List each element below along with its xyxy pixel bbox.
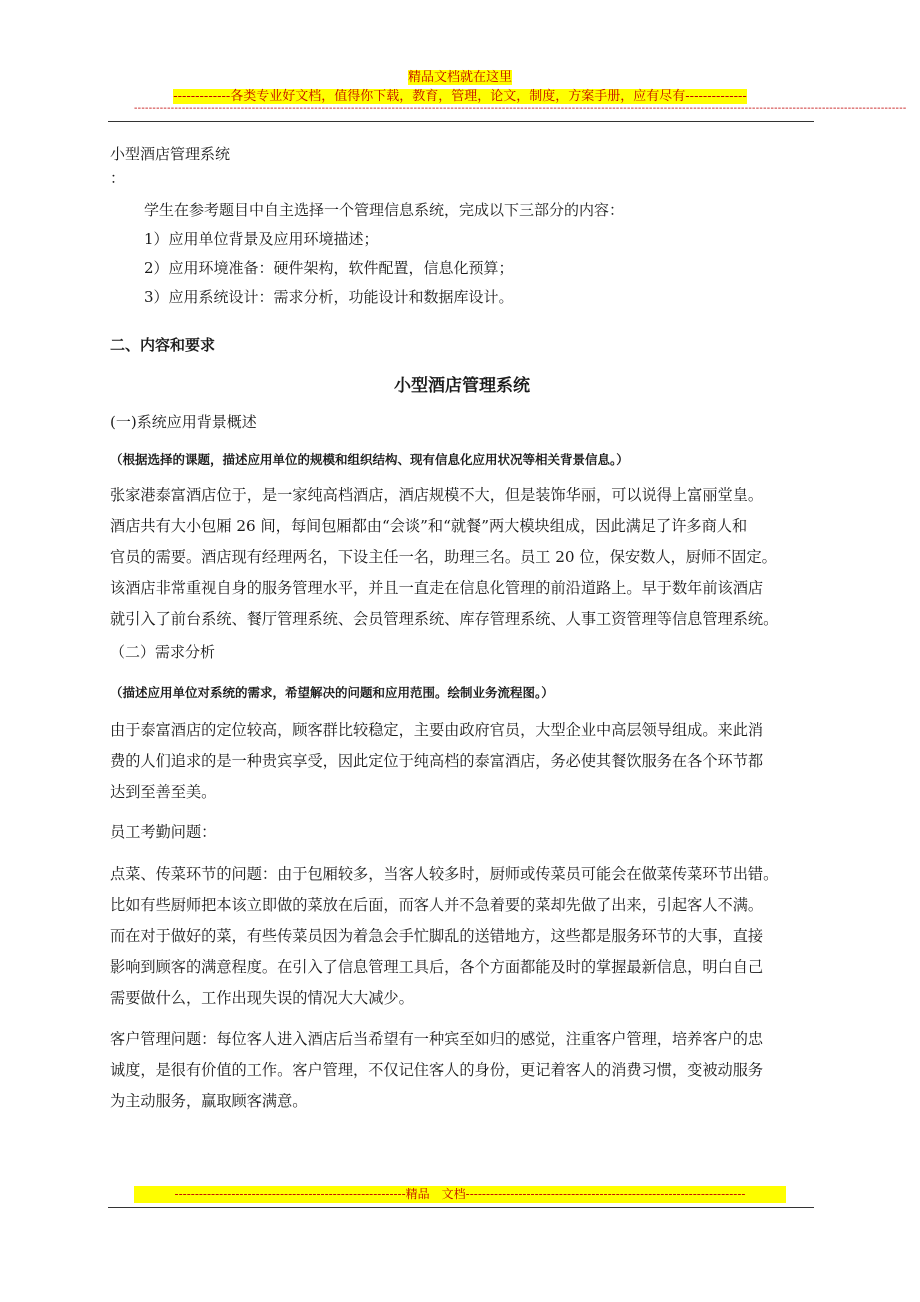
paragraph-line: 就引入了前台系统、餐厅管理系统、会员管理系统、库存管理系统、人事工资管理等信息管理系统。 <box>110 610 779 628</box>
sec1-note: （根据选择的课题，描述应用单位的规模和组织结构、现有信息化应用状况等相关背景信息。） <box>110 452 629 467</box>
list-item-2: 2）应用环境准备：硬件架构，软件配置，信息化预算； <box>144 259 514 277</box>
section-heading: 二、内容和要求 <box>110 336 216 354</box>
paragraph-line: 而在对于做好的菜，有些传菜员因为着急会手忙脚乱的送错地方，这些都是服务环节的大事，直接 <box>110 927 764 945</box>
page-footer <box>0 1186 920 1205</box>
sec2-title: （二）需求分析 <box>110 643 216 661</box>
paragraph-line: 由于泰富酒店的定位较高，顾客群比较稳定，主要由政府官员，大型企业中高层领导组成。来此消 <box>110 721 764 739</box>
intro-text: 学生在参考题目中自主选择一个管理信息系统，完成以下三部分的内容： <box>144 201 625 219</box>
paragraph-line: 需要做什么，工作出现失误的情况大大减少。 <box>110 989 414 1007</box>
order-paragraph <box>110 859 814 1014</box>
center-title: 小型酒店管理系统 <box>394 376 530 396</box>
document-body <box>110 140 814 1117</box>
paragraph-line: 影响到顾客的满意程度。在引入了信息管理工具后，各个方面都能及时的掌握最新信息，明白自己 <box>110 958 764 976</box>
staff-title: 员工考勤问题： <box>110 823 217 841</box>
sec1-paragraph <box>110 480 814 635</box>
paragraph-line: 该酒店非常重视自身的服务管理水平，并且一直走在信息化管理的前沿道路上。早于数年前该酒店 <box>110 579 764 597</box>
header-divider <box>108 121 814 122</box>
paragraph-line: 张家港泰富酒店位于，是一家纯高档酒店，酒店规模不大，但是装饰华丽，可以说得上富丽堂皇。 <box>110 486 764 504</box>
sec2-note: （描述应用单位对系统的需求，希望解决的问题和应用范围。绘制业务流程图。） <box>110 685 554 700</box>
paragraph-line: 费的人们追求的是一种贵宾享受，因此定位于纯高档的泰富酒店，务必使其餐饮服务在各个环节都 <box>110 752 764 770</box>
paragraph-line: 客户管理问题：每位客人进入酒店后当希望有一种宾至如归的感觉，注重客户管理，培养客户的忠 <box>110 1030 764 1048</box>
sec2-paragraph <box>110 715 814 808</box>
list-item-1: 1）应用单位背景及应用环境描述； <box>144 230 379 248</box>
paragraph-line: 官员的需要。酒店现有经理两名，下设主任一名，助理三名。员工 20 位，保安数人，厨师不固定。 <box>110 548 777 566</box>
paragraph-line: 诚度，是很有价值的工作。客户管理，不仅记住客人的身份，更记着客人的消费习惯，变被动服务 <box>110 1061 764 1079</box>
header-title: 精品文档就在这里 <box>407 70 512 85</box>
doc-colon: ： <box>110 169 126 187</box>
sec1-title: (一)系统应用背景概述 <box>110 413 257 431</box>
header-subtitle-row <box>0 85 920 105</box>
footer-divider <box>108 1207 814 1208</box>
footer-text: ---------------------------------------------------------精品 文档--------------------------------------------------------------------- <box>134 1186 786 1203</box>
customer-paragraph <box>110 1024 814 1117</box>
header-subtitle: -------------各类专业好文档，值得你下载，教育，管理，论文，制度，方案手册，应有尽有-------------- <box>173 89 747 104</box>
paragraph-line: 比如有些厨师把本该立即做的菜放在后面，而客人并不急着要的菜却先做了出来，引起客人不满。 <box>110 896 764 914</box>
header-title-row <box>0 66 920 86</box>
paragraph-line: 为主动服务，赢取顾客满意。 <box>110 1092 308 1110</box>
list-item-3: 3）应用系统设计：需求分析，功能设计和数据库设计。 <box>144 288 514 306</box>
header-dash-line: ------------------------------------------------------------------------------------------------------------------------------------------------------------------------------------------------------------------ <box>134 103 907 114</box>
paragraph-line: 点菜、传菜环节的问题：由于包厢较多，当客人较多时，厨师或传菜员可能会在做菜传菜环节出错。 <box>110 865 779 883</box>
paragraph-line: 酒店共有大小包厢 26 间，每间包厢都由“会谈”和“就餐”两大模块组成，因此满足了许多商人和 <box>110 517 748 535</box>
paragraph-line: 达到至善至美。 <box>110 783 217 801</box>
doc-title-line: 小型酒店管理系统 <box>110 145 231 163</box>
